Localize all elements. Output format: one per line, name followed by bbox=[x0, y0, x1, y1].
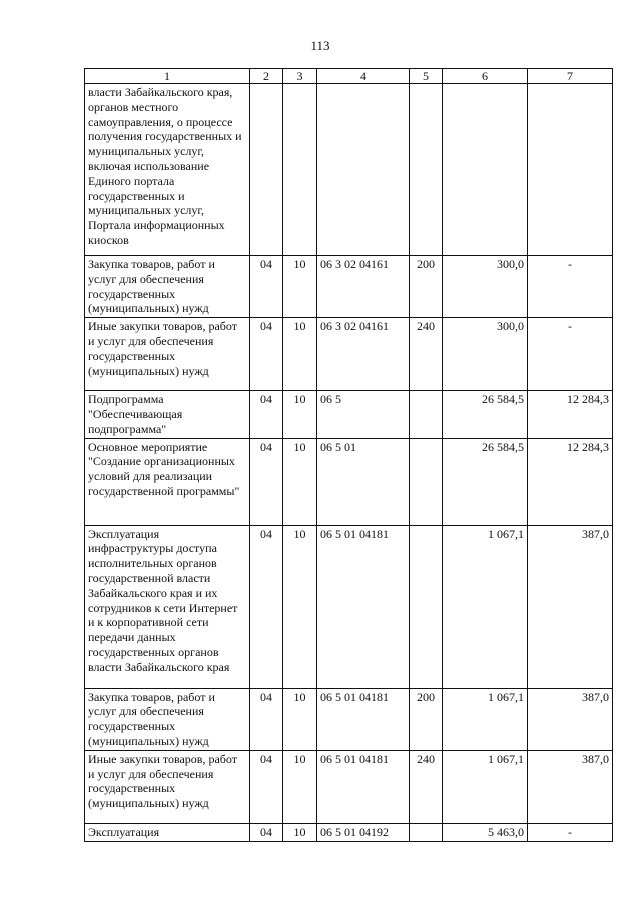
cell-target-code: 06 3 02 04161 bbox=[317, 256, 410, 318]
page-number: 113 bbox=[310, 38, 330, 53]
cell-target-code: 06 3 02 04161 bbox=[317, 318, 410, 391]
cell-subsection: 10 bbox=[283, 823, 317, 841]
cell-amount-col-6: 300,0 bbox=[443, 256, 528, 318]
cell-amount-col-6: 5 463,0 bbox=[443, 823, 528, 841]
cell-expense-type: 200 bbox=[410, 688, 443, 750]
cell-amount-col-6: 300,0 bbox=[443, 318, 528, 391]
cell-target-code: 06 5 01 04181 bbox=[317, 688, 410, 750]
cell-amount-col-7: - bbox=[528, 318, 613, 391]
table-row bbox=[85, 84, 613, 256]
cell-amount-col-6 bbox=[443, 84, 528, 256]
cell-amount-col-6: 1 067,1 bbox=[443, 525, 528, 688]
cell-item-name: власти Забайкальского края, органов местного самоуправления, о процессе получения государственных и муниципальных услуг, включая использование Единого портала государственных и муниципальных услуг, Портала информационных киосков bbox=[85, 84, 250, 256]
cell-target-code bbox=[317, 84, 410, 256]
cell-subsection: 10 bbox=[283, 438, 317, 525]
header-col-4: 4 bbox=[317, 69, 410, 84]
cell-section: 04 bbox=[250, 438, 283, 525]
cell-item-name: Подпрограмма "Обеспечивающая подпрограмма" bbox=[85, 391, 250, 438]
table-row bbox=[85, 750, 613, 823]
cell-subsection: 10 bbox=[283, 391, 317, 438]
cell-section: 04 bbox=[250, 525, 283, 688]
cell-expense-type bbox=[410, 823, 443, 841]
cell-amount-col-7: 387,0 bbox=[528, 688, 613, 750]
cell-target-code: 06 5 01 04181 bbox=[317, 750, 410, 823]
cell-subsection: 10 bbox=[283, 318, 317, 391]
cell-amount-col-7: - bbox=[528, 256, 613, 318]
cell-amount-col-7 bbox=[528, 84, 613, 256]
header-row bbox=[85, 69, 613, 84]
budget-table bbox=[84, 68, 613, 842]
table-row bbox=[85, 525, 613, 688]
header-col-5: 5 bbox=[410, 69, 443, 84]
cell-section: 04 bbox=[250, 256, 283, 318]
cell-amount-col-7: 387,0 bbox=[528, 750, 613, 823]
cell-section: 04 bbox=[250, 318, 283, 391]
cell-target-code: 06 5 01 bbox=[317, 438, 410, 525]
cell-item-name: Закупка товаров, работ и услуг для обеспечения государственных (муниципальных) нужд bbox=[85, 256, 250, 318]
cell-subsection: 10 bbox=[283, 750, 317, 823]
table-row bbox=[85, 256, 613, 318]
header-col-6: 6 bbox=[443, 69, 528, 84]
header-col-2: 2 bbox=[250, 69, 283, 84]
cell-item-name: Иные закупки товаров, работ и услуг для обеспечения государственных (муниципальных) нужд bbox=[85, 750, 250, 823]
header-col-3: 3 bbox=[283, 69, 317, 84]
cell-target-code: 06 5 01 04181 bbox=[317, 525, 410, 688]
header-col-7: 7 bbox=[528, 69, 613, 84]
cell-section: 04 bbox=[250, 688, 283, 750]
cell-item-name: Эксплуатация bbox=[85, 823, 250, 841]
cell-amount-col-6: 26 584,5 bbox=[443, 438, 528, 525]
table-row bbox=[85, 318, 613, 391]
cell-expense-type bbox=[410, 391, 443, 438]
cell-item-name: Эксплуатация инфраструктуры доступа исполнительных органов государственной власти Забайкальского края и их сотрудников к сети Интернет и к корпоративной сети передачи данных государственных органов власти Забайкальского края bbox=[85, 525, 250, 688]
cell-amount-col-6: 1 067,1 bbox=[443, 688, 528, 750]
table-row bbox=[85, 688, 613, 750]
cell-expense-type: 240 bbox=[410, 750, 443, 823]
cell-expense-type bbox=[410, 525, 443, 688]
cell-expense-type: 240 bbox=[410, 318, 443, 391]
cell-subsection: 10 bbox=[283, 688, 317, 750]
cell-subsection: 10 bbox=[283, 525, 317, 688]
cell-item-name: Иные закупки товаров, работ и услуг для обеспечения государственных (муниципальных) нужд bbox=[85, 318, 250, 391]
cell-subsection bbox=[283, 84, 317, 256]
cell-expense-type: 200 bbox=[410, 256, 443, 318]
cell-amount-col-7: 12 284,3 bbox=[528, 438, 613, 525]
cell-expense-type bbox=[410, 84, 443, 256]
cell-amount-col-7: 12 284,3 bbox=[528, 391, 613, 438]
cell-item-name: Основное мероприятие "Создание организационных условий для реализации государственной программы" bbox=[85, 438, 250, 525]
table-row bbox=[85, 391, 613, 438]
header-col-1: 1 bbox=[85, 69, 250, 84]
cell-amount-col-7: 387,0 bbox=[528, 525, 613, 688]
table-row bbox=[85, 823, 613, 841]
cell-target-code: 06 5 bbox=[317, 391, 410, 438]
table-body bbox=[85, 84, 613, 842]
cell-section: 04 bbox=[250, 750, 283, 823]
cell-expense-type bbox=[410, 438, 443, 525]
cell-item-name: Закупка товаров, работ и услуг для обеспечения государственных (муниципальных) нужд bbox=[85, 688, 250, 750]
cell-subsection: 10 bbox=[283, 256, 317, 318]
cell-amount-col-6: 1 067,1 bbox=[443, 750, 528, 823]
cell-section: 04 bbox=[250, 823, 283, 841]
cell-amount-col-7: - bbox=[528, 823, 613, 841]
cell-target-code: 06 5 01 04192 bbox=[317, 823, 410, 841]
cell-amount-col-6: 26 584,5 bbox=[443, 391, 528, 438]
cell-section: 04 bbox=[250, 391, 283, 438]
cell-section bbox=[250, 84, 283, 256]
table-row bbox=[85, 438, 613, 525]
